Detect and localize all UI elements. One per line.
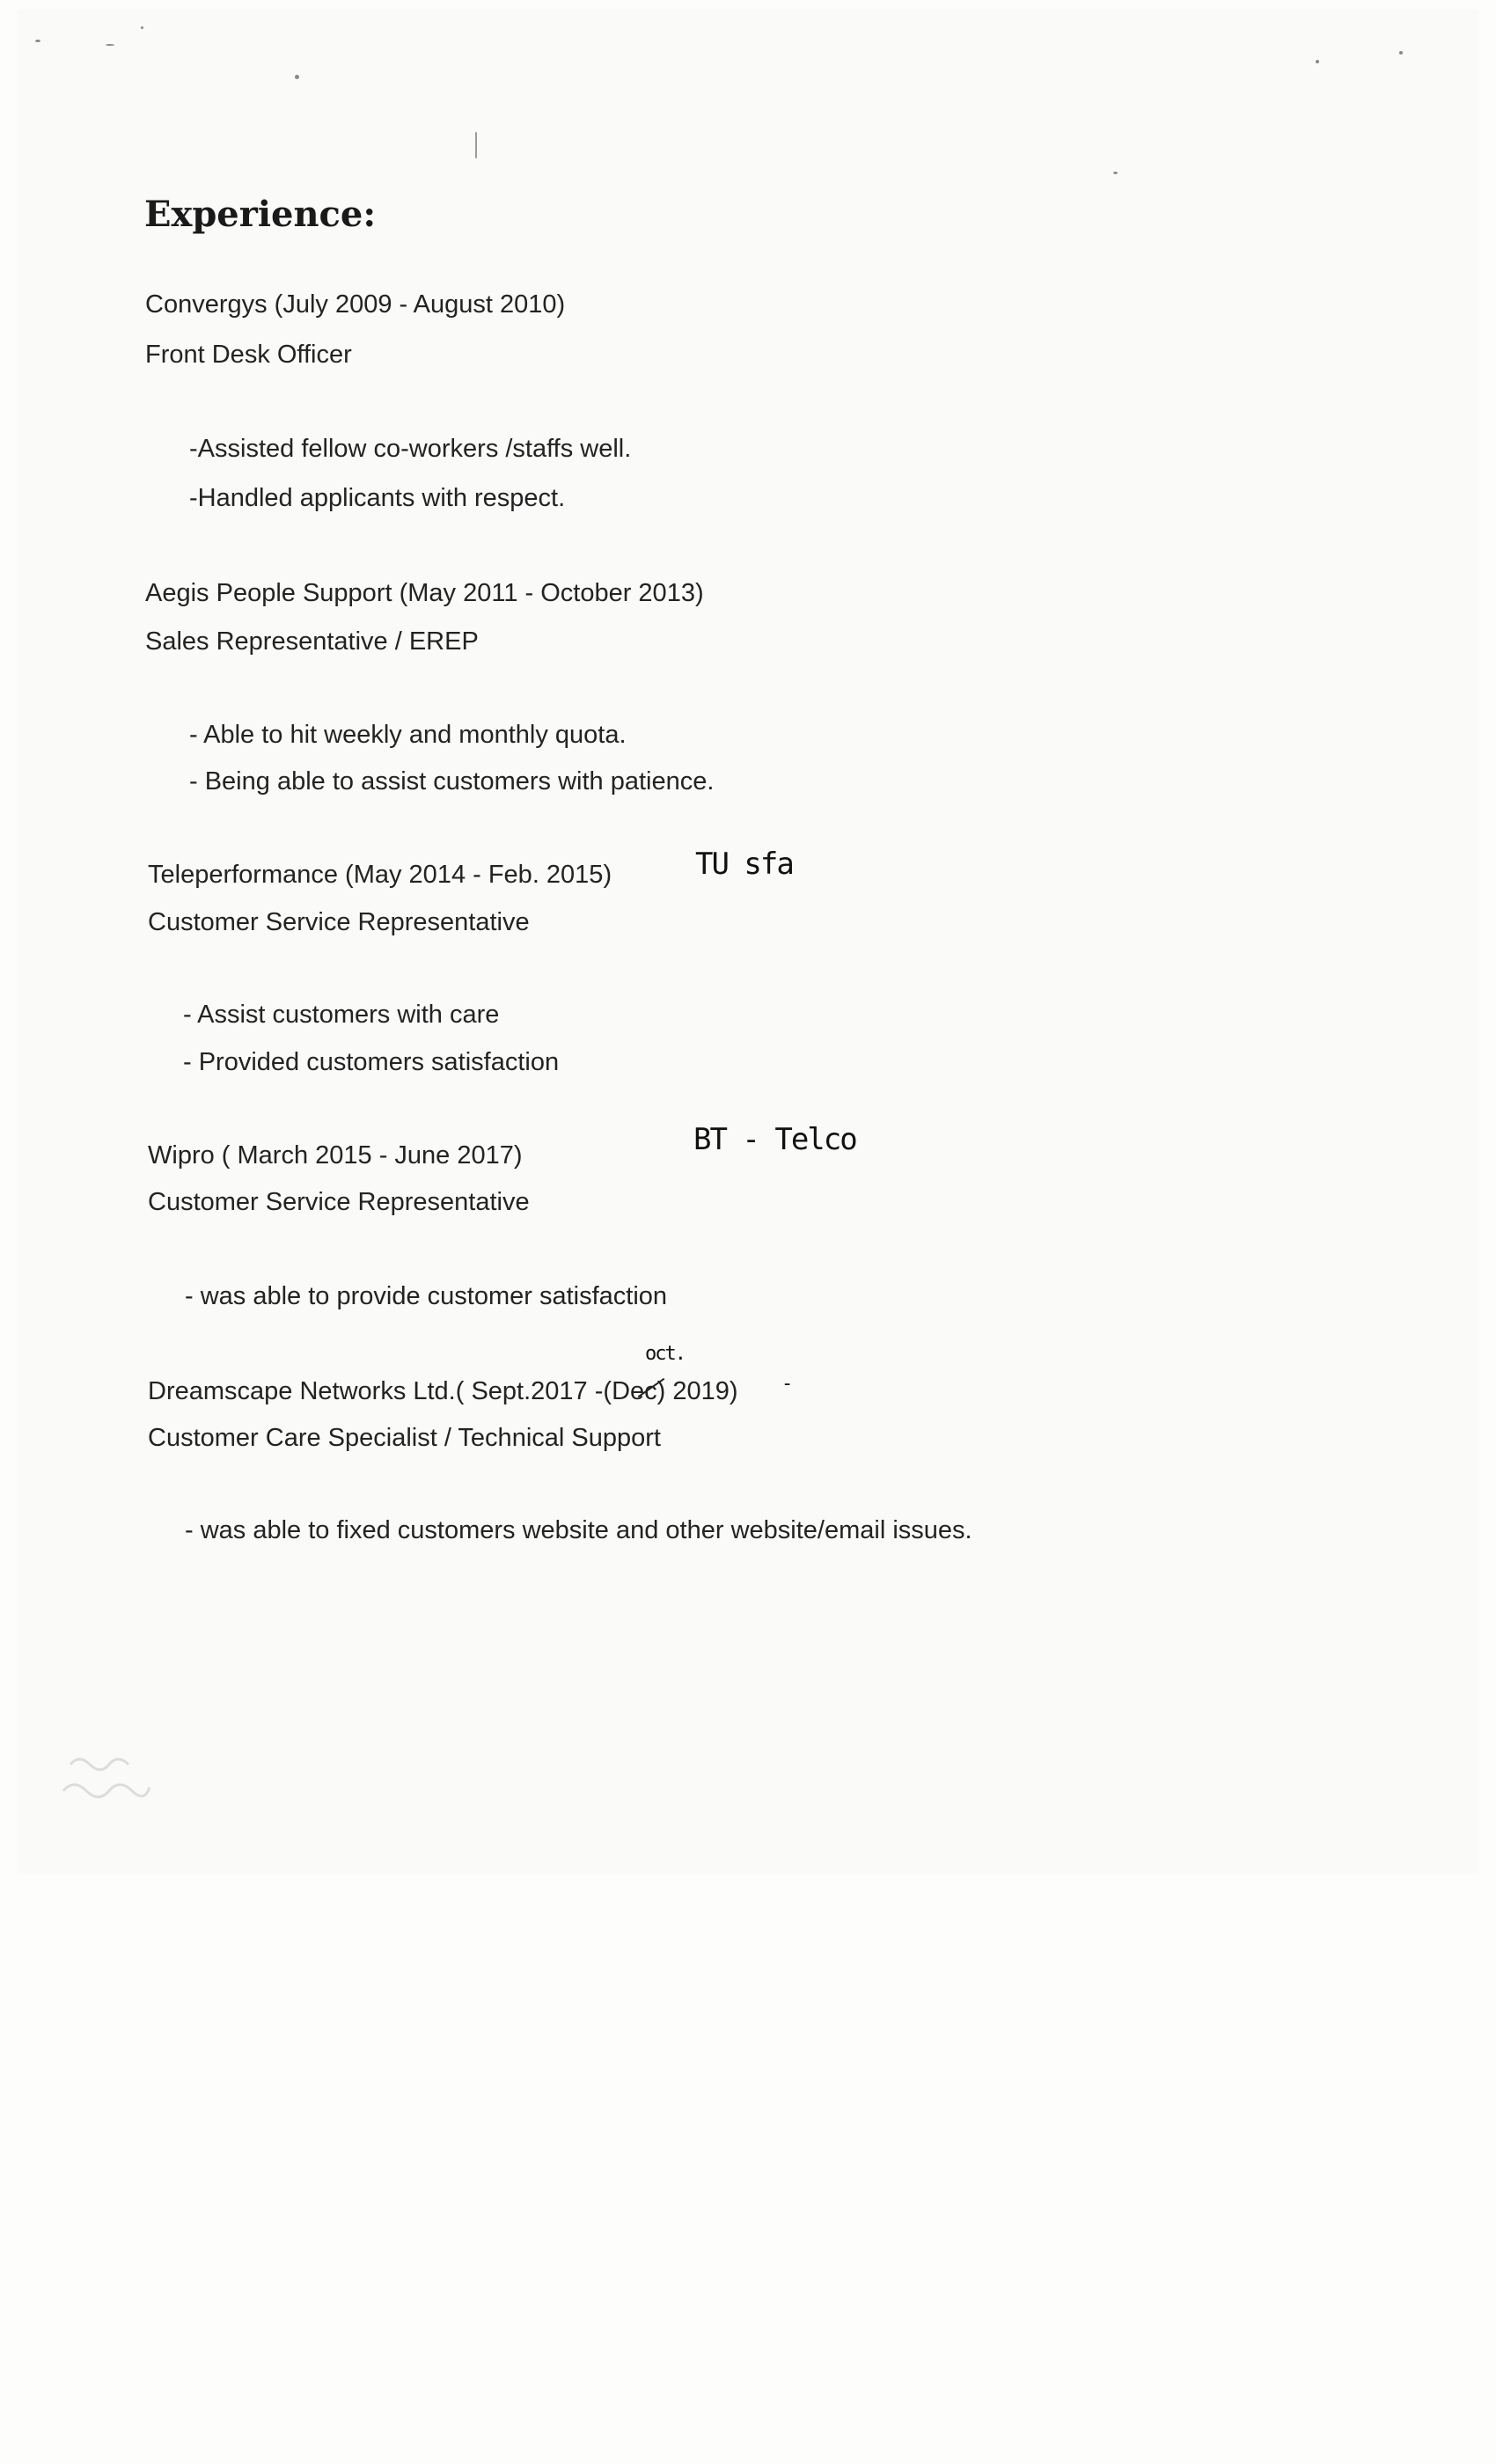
job-bullet: -Assisted fellow co-workers /staffs well. [189,435,632,463]
scan-speck [35,40,40,42]
job-role: Sales Representative / EREP [145,627,479,656]
job-company: Teleperformance (May 2014 - Feb. 2015) [148,861,612,889]
job-bullet: - Provided customers satisfaction [183,1048,560,1076]
job-company [148,1377,738,1406]
job-bullet: - Assist customers with care [183,1001,500,1029]
job-role: Customer Service Representative [148,1188,530,1216]
scan-speck [1316,60,1319,63]
job-role: Front Desk Officer [145,341,352,369]
scan-speck [295,75,299,79]
bleed-through-scribble-icon [53,1747,158,1808]
job-bullet: -Handled applicants with respect. [189,484,566,512]
section-heading: Experience: [144,194,377,235]
job-role: Customer Service Representative [148,908,530,936]
handwritten-correction: oct. [645,1343,685,1365]
handwritten-dash: - [781,1373,792,1395]
scan-speck [1113,172,1118,174]
job-company-prefix: Dreamscape Networks Ltd.( Sept.2017 -( [148,1377,612,1405]
handwritten-note: TU sfa [695,847,793,882]
scan-speck [1399,51,1403,55]
scan-speck [141,26,143,29]
job-bullet: - was able to provide customer satisfaction [185,1282,668,1310]
job-company: Wipro ( March 2015 - June 2017) [148,1141,523,1170]
job-bullet: - Able to hit weekly and monthly quota. [189,721,627,749]
bleed-through-mark [53,1747,158,1808]
job-bullet: - was able to fixed customers website and other website/email issues. [185,1516,972,1544]
job-company: Convergys (July 2009 - August 2010) [145,290,566,319]
paper-sheet [18,9,1478,1874]
handwritten-note: BT - Telco [693,1122,856,1157]
scan-speck [475,132,477,158]
job-company: Aegis People Support (May 2011 - October 2013) [145,579,704,607]
job-company-suffix: ) 2019) [656,1377,738,1405]
struck-month: Dec [612,1377,657,1405]
job-role: Customer Care Specialist / Technical Support [148,1424,661,1452]
job-bullet: - Being able to assist customers with patience. [189,767,715,796]
scan-speck [106,44,114,46]
